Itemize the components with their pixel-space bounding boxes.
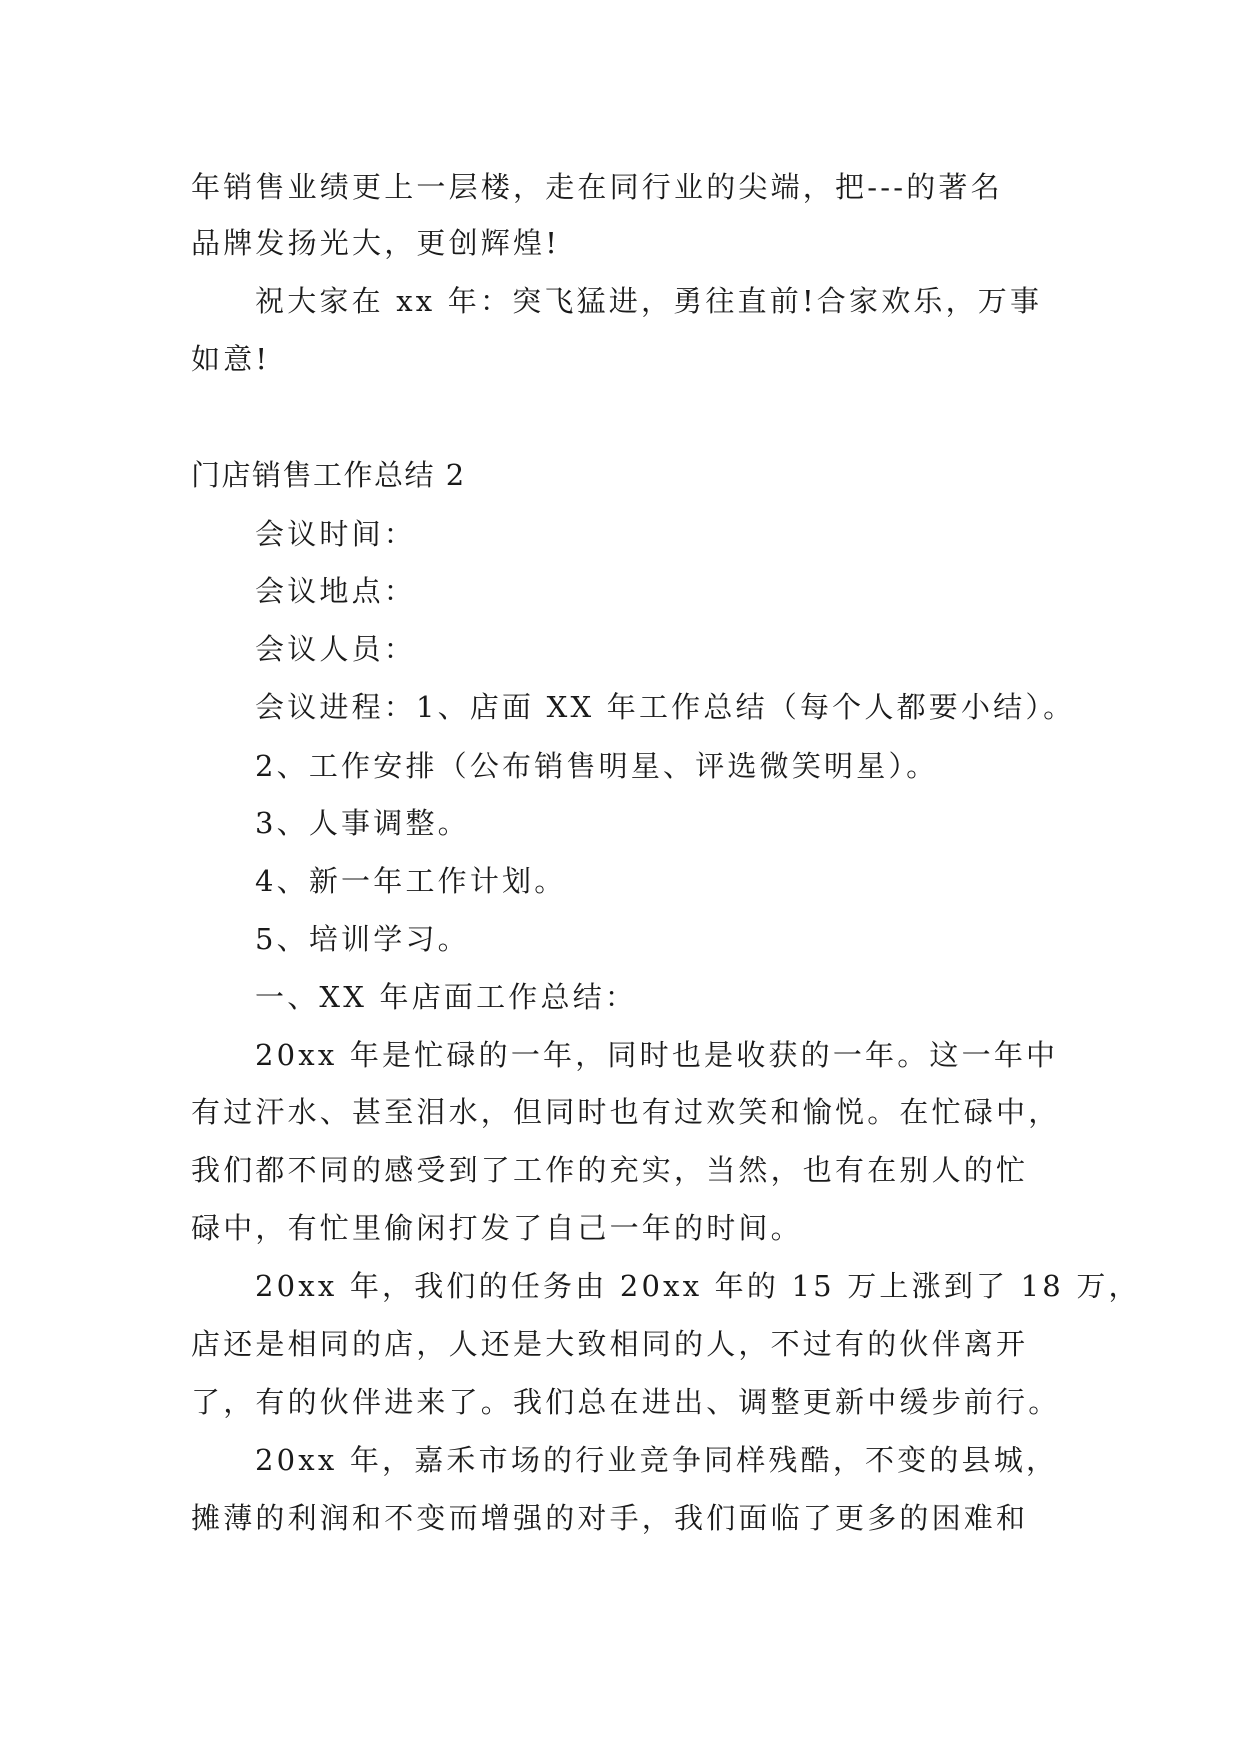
paragraph-line: 品牌发扬光大，更创辉煌! <box>191 226 561 260</box>
paragraph-line: 20xx 年，嘉禾市场的行业竞争同样残酷，不变的县城， <box>255 1443 1059 1477</box>
paragraph-line: 有过汗水、甚至泪水，但同时也有过欢笑和愉悦。在忙碌中， <box>191 1095 1061 1129</box>
meeting-people: 会议人员： <box>255 632 417 666</box>
paragraph-line: 20xx 年，我们的任务由 20xx 年的 15 万上涨到了 18 万， <box>255 1269 1141 1303</box>
paragraph-line: 20xx 年是忙碌的一年，同时也是收获的一年。这一年中 <box>255 1038 1059 1072</box>
paragraph-line: 祝大家在 xx 年：突飞猛进，勇往直前!合家欢乐，万事 <box>255 284 1043 318</box>
paragraph-line: 店还是相同的店，人还是大致相同的人，不过有的伙伴离开 <box>191 1327 1029 1361</box>
agenda-item: 5、培训学习。 <box>255 922 470 956</box>
paragraph-line: 如意! <box>191 342 271 376</box>
meeting-time: 会议时间： <box>255 517 417 551</box>
section-title: 门店销售工作总结 2 <box>191 458 466 492</box>
agenda-item: 2、工作安排（公布销售明星、评选微笑明星）。 <box>255 749 939 783</box>
agenda-item: 4、新一年工作计划。 <box>255 864 567 898</box>
meeting-place: 会议地点： <box>255 574 417 608</box>
paragraph-line: 我们都不同的感受到了工作的充实，当然，也有在别人的忙 <box>191 1153 1029 1187</box>
paragraph-line: 了，有的伙伴进来了。我们总在进出、调整更新中缓步前行。 <box>191 1385 1061 1419</box>
heading: 一、XX 年店面工作总结： <box>255 980 638 1014</box>
agenda-item: 3、人事调整。 <box>255 806 470 840</box>
paragraph-line: 摊薄的利润和不变而增强的对手，我们面临了更多的困难和 <box>191 1501 1029 1535</box>
paragraph-line: 碌中，有忙里偷闲打发了自己一年的时间。 <box>191 1211 803 1245</box>
meeting-agenda: 会议进程：1、店面 XX 年工作总结（每个人都要小结）。 <box>255 690 1076 724</box>
paragraph-line: 年销售业绩更上一层楼，走在同行业的尖端，把---的著名 <box>191 170 1003 204</box>
